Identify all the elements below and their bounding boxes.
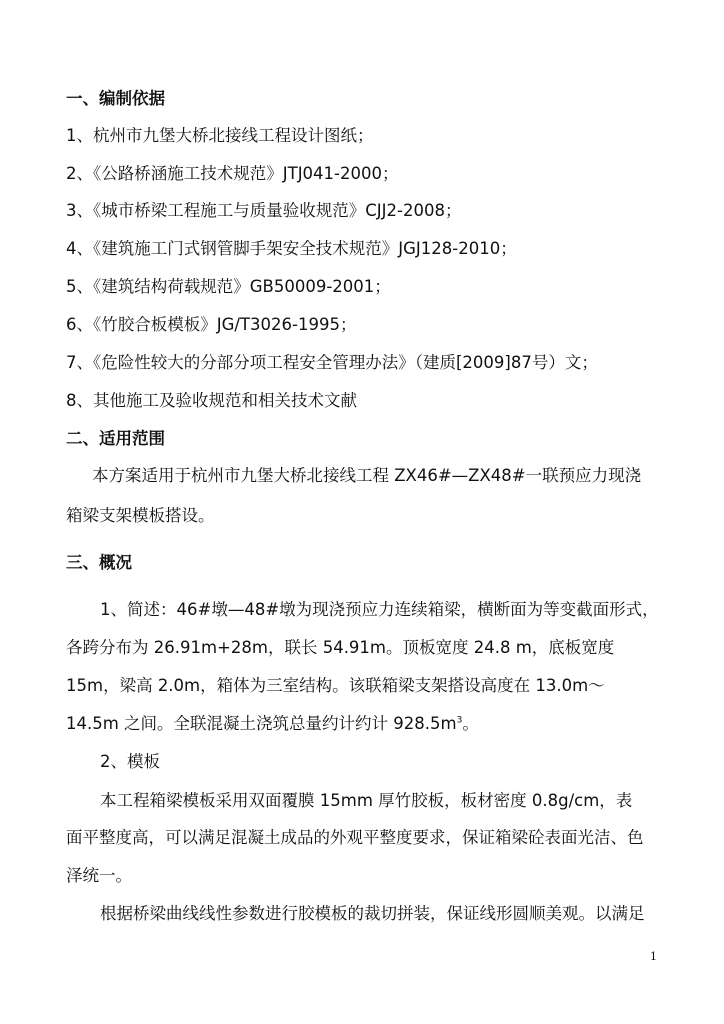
cubic-superscript: 3 xyxy=(456,715,463,726)
basis-item-5: 5、《建筑结构荷载规范》GB50009-2001； xyxy=(66,277,391,296)
formwork-line-4: 根据桥梁曲线线性参数进行胶模板的裁切拼装，保证线形圆顺美观。以满足 xyxy=(100,904,645,923)
scope-line-1: 本方案适用于杭州市九堡大桥北接线工程 ZX46#—ZX48#一联预应力现浇 xyxy=(92,466,642,485)
basis-item-3: 3、《城市桥梁工程施工与质量验收规范》CJJ2-2008； xyxy=(66,201,462,220)
basis-item-6: 6、《竹胶合板模板》JG/T3026-1995； xyxy=(66,315,357,334)
section-heading-overview: 三、概况 xyxy=(66,553,132,572)
basis-item-1: 1、杭州市九堡大桥北接线工程设计图纸； xyxy=(66,126,374,145)
basis-item-7: 7、《危险性较大的分部分项工程安全管理办法》（建质[2009]87号）文； xyxy=(66,353,598,372)
overview-line-2: 各跨分布为 26.91m+28m，联长 54.91m。顶板宽度 24.8 m，底板宽度 xyxy=(66,638,615,657)
formwork-line-1: 本工程箱梁模板采用双面覆膜 15mm 厚竹胶板，板材密度 0.8g/cm，表 xyxy=(100,791,633,810)
subsection-formwork-title: 2、模板 xyxy=(100,752,160,771)
page-number: 1 xyxy=(650,950,657,963)
overview-line-4 xyxy=(66,713,666,735)
overview-line-4-text: 14.5m 之间。全联混凝土浇筑总量约计约计 928.5m xyxy=(66,714,457,733)
formwork-line-3: 泽统一。 xyxy=(66,866,132,885)
formwork-line-2: 面平整度高，可以满足混凝土成品的外观平整度要求，保证箱梁砼表面光洁、色 xyxy=(66,828,644,847)
overview-line-3: 15m，梁高 2.0m，箱体为三室结构。该联箱梁支架搭设高度在 13.0m～ xyxy=(66,676,605,695)
section-heading-basis: 一、编制依据 xyxy=(66,89,165,108)
overview-line-4-end: 。 xyxy=(462,714,479,733)
basis-item-2: 2、《公路桥涵施工技术规范》JTJ041-2000； xyxy=(66,164,399,183)
basis-item-8: 8、其他施工及验收规范和相关技术文献 xyxy=(66,391,357,410)
scope-line-2: 箱梁支架模板搭设。 xyxy=(66,506,215,525)
basis-item-4: 4、《建筑施工门式钢管脚手架安全技术规范》JGJ128-2010； xyxy=(66,239,517,258)
overview-line-1: 1、简述：46#墩—48#墩为现浇预应力连续箱梁，横断面为等变截面形式， xyxy=(100,600,659,619)
section-heading-scope: 二、适用范围 xyxy=(66,429,165,448)
